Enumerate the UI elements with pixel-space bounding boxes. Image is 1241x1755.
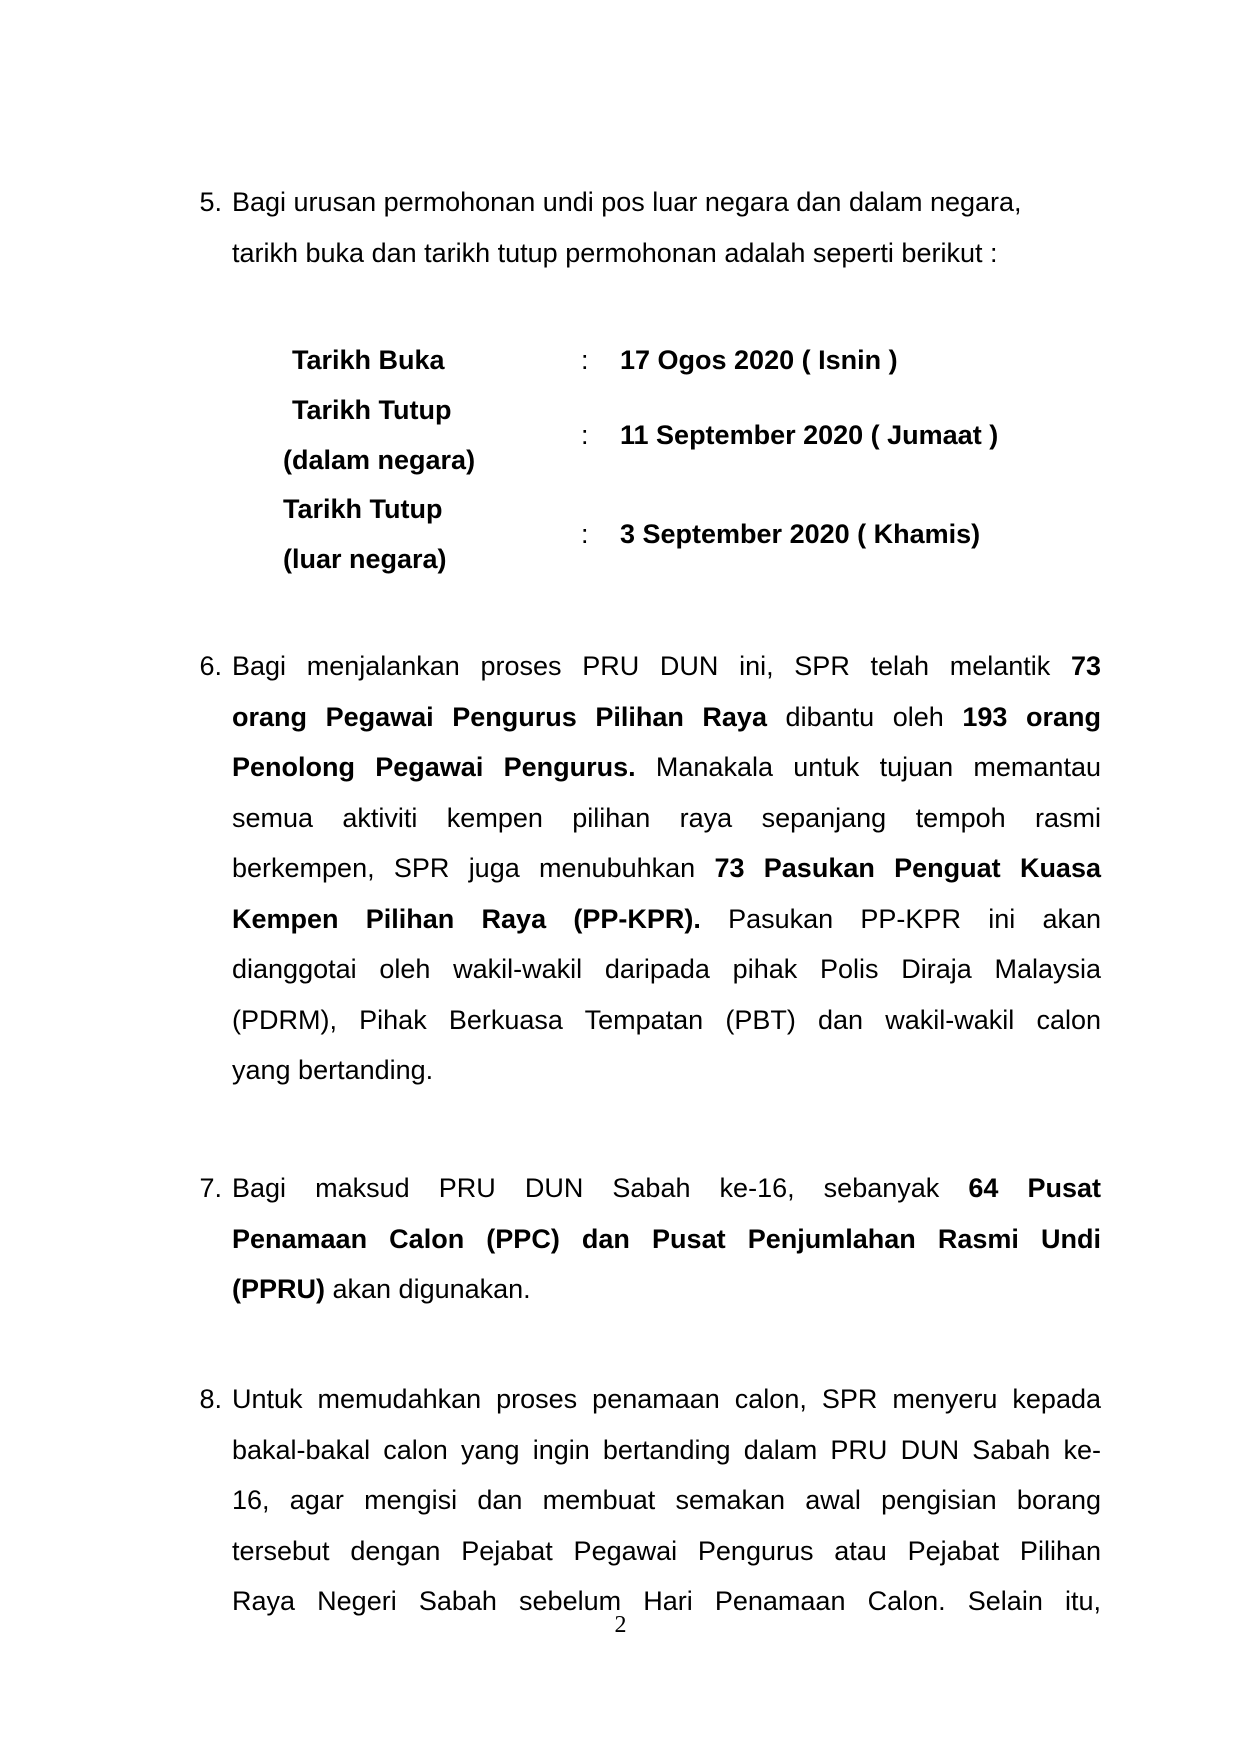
paragraph-line [232, 1475, 1101, 1526]
bold-run: 73 [1070, 651, 1101, 681]
text-run: Untuk memudahkan proses penamaan calon, SPR menyeru kepada [232, 1384, 1101, 1414]
text-run: tarikh buka dan tarikh tutup permohonan adalah seperti berikut : [232, 237, 998, 268]
paragraph-line [232, 1045, 1101, 1096]
paragraph-number-7: 7. [199, 1173, 222, 1203]
text-run: Manakala untuk tujuan memantau [635, 752, 1101, 782]
text-run: Pasukan PP-KPR ini akan [700, 903, 1102, 934]
paragraph-line [232, 995, 1101, 1046]
paragraph-5 [232, 177, 1101, 278]
paragraph-line [232, 228, 1101, 279]
date-label-open: Tarikh Buka [292, 345, 445, 375]
text-run: bakal-bakal calon yang ingin bertanding dalam PRU DUN Sabah ke- [232, 1434, 1101, 1465]
bold-run: 64 Pusat [968, 1173, 1101, 1203]
paragraph-line [232, 641, 1101, 692]
text-run: 16, agar mengisi dan membuat semakan awal pengisian borang [232, 1485, 1101, 1515]
paragraph-line [232, 1214, 1101, 1265]
paragraph-number-8: 8. [199, 1384, 222, 1414]
bold-run: 193 orang [962, 701, 1101, 732]
text-run: Bagi urusan permohonan undi pos luar negara dan dalam negara, [232, 187, 1022, 217]
paragraph-7 [232, 1163, 1101, 1315]
bold-run: (PPRU) [232, 1274, 325, 1304]
paragraph-line [232, 1526, 1101, 1577]
text-run: semua aktiviti kempen pilihan raya sepanjang tempoh rasmi [232, 802, 1101, 833]
page-number: 2 [614, 1612, 627, 1638]
date-value-close-domestic: 11 September 2020 ( Jumaat ) [620, 420, 999, 450]
text-run: (PDRM), Pihak Berkuasa Tempatan (PBT) dan wakil-wakil calon [232, 1004, 1101, 1035]
bold-run: orang Pegawai Pengurus Pilihan Raya [232, 701, 767, 732]
bold-run: Penolong Pegawai Pengurus. [232, 752, 636, 782]
paragraph-number-5: 5. [199, 187, 222, 217]
text-run: berkempen, SPR juga menubuhkan [232, 853, 715, 883]
date-colon: : [581, 345, 589, 375]
bold-run: Penamaan Calon (PPC) dan Pusat Penjumlahan Rasmi Undi [232, 1223, 1101, 1254]
date-label-close-domestic: Tarikh Tutup [292, 395, 452, 425]
paragraph-line [232, 1264, 1101, 1315]
paragraph-line [232, 843, 1101, 894]
paragraph-line [232, 1425, 1101, 1476]
text-run: akan digunakan. [325, 1274, 531, 1304]
text-run: tersebut dengan Pejabat Pegawai Pengurus atau Pejabat Pilihan [232, 1535, 1101, 1566]
date-label-close-domestic-sub: (dalam negara) [283, 445, 476, 475]
date-value-open: 17 Ogos 2020 ( Isnin ) [620, 345, 898, 375]
text-run: Bagi maksud PRU DUN Sabah ke-16, sebanyak [232, 1173, 969, 1203]
paragraph-line [232, 177, 1101, 228]
paragraph-line [232, 742, 1101, 793]
paragraph-line [232, 692, 1101, 743]
bold-run: 73 Pasukan Penguat Kuasa [714, 853, 1101, 883]
paragraph-line [232, 793, 1101, 844]
date-colon: : [581, 420, 589, 450]
date-colon: : [581, 519, 589, 549]
date-value-close-overseas: 3 September 2020 ( Khamis) [620, 519, 981, 549]
date-label-close-overseas: Tarikh Tutup [283, 494, 443, 524]
paragraph-line [232, 894, 1101, 945]
paragraph-number-6: 6. [199, 651, 222, 681]
paragraph-line [232, 944, 1101, 995]
text-run: yang bertanding. [232, 1055, 434, 1085]
paragraph-6 [232, 641, 1101, 1096]
paragraph-line [232, 1374, 1101, 1425]
text-run: Bagi menjalankan proses PRU DUN ini, SPR telah melantik [232, 651, 1071, 681]
text-run: dianggotai oleh wakil-wakil daripada pihak Polis Diraja Malaysia [232, 954, 1101, 984]
paragraph-8 [232, 1374, 1101, 1627]
date-label-close-overseas-sub: (luar negara) [283, 544, 447, 574]
paragraph-line [232, 1163, 1101, 1214]
text-run: dibantu oleh [766, 701, 963, 732]
bold-run: Kempen Pilihan Raya (PP-KPR). [232, 903, 701, 934]
text-run: Raya Negeri Sabah sebelum Hari Penamaan Calon. Selain itu, [232, 1586, 1101, 1616]
